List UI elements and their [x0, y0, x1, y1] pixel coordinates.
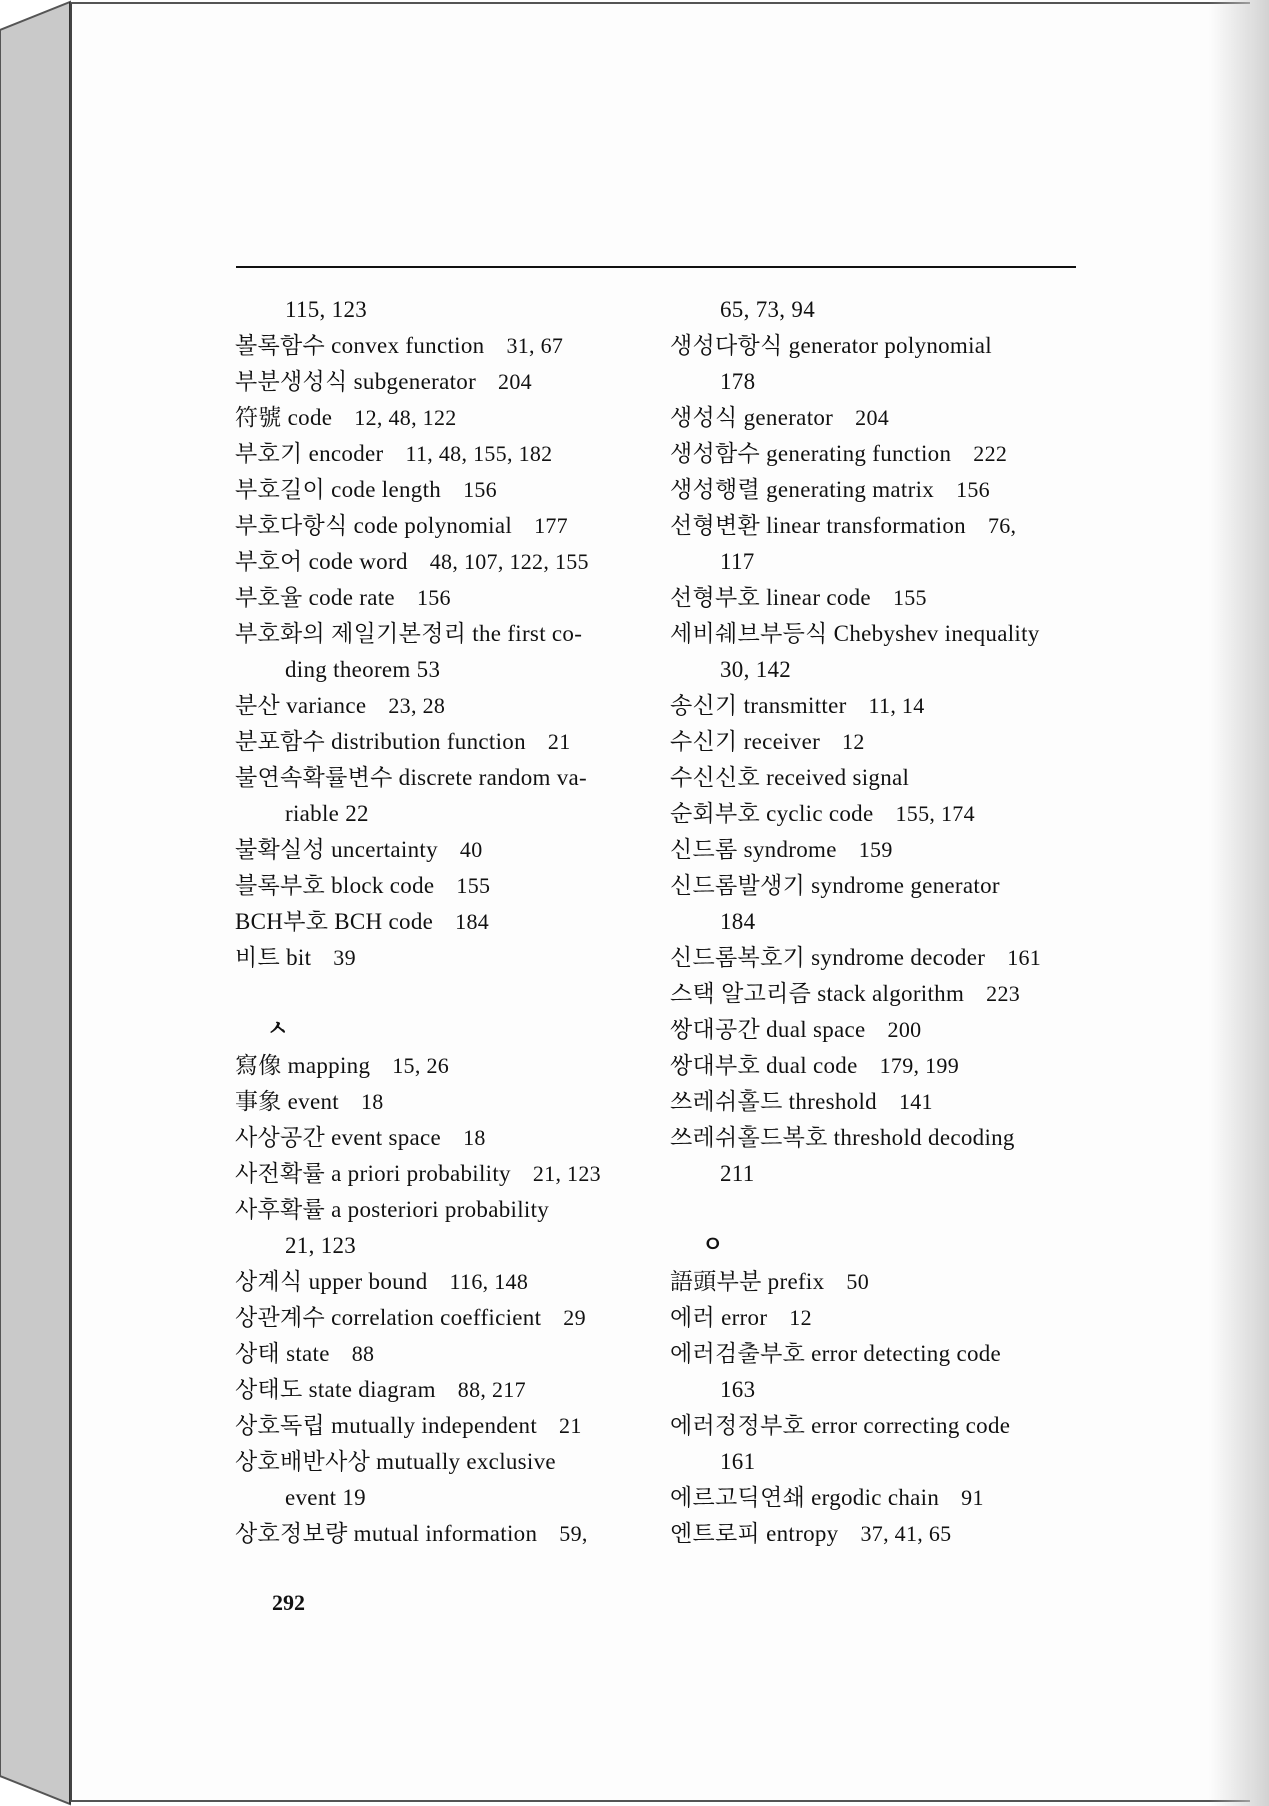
index-entry	[670, 580, 1110, 616]
index-page-refs: 223	[986, 981, 1021, 1006]
index-entry	[670, 616, 1110, 652]
index-entry	[670, 1120, 1110, 1156]
index-entry-continuation: 161	[720, 1449, 756, 1474]
index-entry	[670, 868, 1110, 904]
index-entry	[235, 940, 675, 976]
index-entry-continuation: event 19	[285, 1485, 366, 1510]
index-term: 쌍대부호 dual code	[670, 1053, 858, 1078]
index-entry-continuation: 30, 142	[720, 657, 792, 682]
index-entry	[235, 544, 675, 580]
index-term: 事象 event	[235, 1089, 339, 1114]
index-page-refs: 21	[547, 729, 571, 754]
index-entry	[235, 1372, 675, 1408]
index-term: 상계식 upper bound	[235, 1269, 428, 1294]
index-page-refs: 31, 67	[506, 333, 564, 358]
index-term: 수신신호 received signal	[670, 765, 910, 790]
index-entry	[670, 688, 1110, 724]
index-term: 사후확률 a posteriori probability	[235, 1197, 550, 1222]
index-term: 엔트로피 entropy	[670, 1521, 839, 1546]
index-term: 선형변환 linear transformation	[670, 513, 966, 538]
header-rule	[236, 266, 1076, 268]
index-page-refs: 155, 174	[895, 801, 975, 826]
index-page-refs: 159	[858, 837, 893, 862]
index-term: 스택 알고리즘 stack algorithm	[670, 981, 965, 1006]
index-page-refs: 161	[1007, 945, 1042, 970]
index-page-refs: 11, 48, 155, 182	[405, 441, 553, 466]
index-term: 송신기 transmitter	[670, 693, 847, 718]
index-term: 상태 state	[235, 1341, 330, 1366]
index-term: 비트 bit	[235, 945, 312, 970]
index-term: 블록부호 block code	[235, 873, 435, 898]
index-page-refs: 48, 107, 122, 155	[429, 549, 589, 574]
index-entry	[235, 1048, 675, 1084]
index-entry	[235, 436, 675, 472]
index-term: 상호배반사상 mutually exclusive	[235, 1449, 556, 1474]
index-entry	[670, 724, 1110, 760]
index-entry-continuation: riable 22	[285, 801, 369, 826]
index-term: 에르고딕연쇄 ergodic chain	[670, 1485, 940, 1510]
index-entry-continuation: 115, 123	[285, 297, 368, 322]
index-entry	[670, 832, 1110, 868]
index-term: 에러검출부호 error detecting code	[670, 1341, 1002, 1366]
index-entry-continuation: 65, 73, 94	[720, 297, 815, 322]
index-page-refs: 37, 41, 65	[860, 1521, 952, 1546]
index-entry	[235, 724, 675, 760]
index-entry	[670, 1300, 1110, 1336]
index-page-refs: 200	[887, 1017, 922, 1042]
index-entry	[670, 1048, 1110, 1084]
index-entry	[670, 796, 1110, 832]
index-entry	[235, 1084, 675, 1120]
index-page-refs: 184	[455, 909, 490, 934]
index-page-refs: 21, 123	[532, 1161, 601, 1186]
index-entry	[670, 1084, 1110, 1120]
index-term: 符號 code	[235, 405, 333, 430]
index-entry	[235, 580, 675, 616]
index-page-refs: 141	[898, 1089, 933, 1114]
index-page-refs: 222	[973, 441, 1008, 466]
index-term: 부호어 code word	[235, 549, 408, 574]
index-page-refs: 18	[360, 1089, 384, 1114]
index-page-refs: 18	[463, 1125, 486, 1150]
index-term: 불연속확률변수 discrete random va-	[235, 765, 588, 790]
index-term: 寫像 mapping	[235, 1053, 371, 1078]
index-entry	[670, 508, 1110, 544]
index-page-refs: 50	[846, 1269, 870, 1294]
index-term: 선형부호 linear code	[670, 585, 871, 610]
index-term: 에러 error	[670, 1305, 768, 1330]
index-page-refs: 59,	[559, 1521, 588, 1546]
index-term: 신드롬 syndrome	[670, 837, 837, 862]
index-page-refs: 156	[463, 477, 497, 502]
index-page-refs: 155	[892, 585, 927, 610]
book-side-edge	[0, 0, 72, 1806]
index-entry	[235, 688, 675, 724]
index-term: 에러정정부호 error correcting code	[670, 1413, 1011, 1438]
index-entry	[235, 760, 675, 796]
index-entry	[235, 1444, 675, 1480]
index-entry-continuation: 163	[720, 1377, 756, 1402]
index-entry	[235, 904, 675, 940]
index-entry	[670, 328, 1110, 364]
index-entry	[235, 832, 675, 868]
index-entry	[235, 400, 675, 436]
index-term: 생성행렬 generating matrix	[670, 477, 935, 502]
index-entry	[670, 1408, 1110, 1444]
index-term: 부호다항식 code polynomial	[235, 513, 513, 538]
index-term: 불확실성 uncertainty	[235, 837, 438, 862]
index-entry	[235, 1156, 675, 1192]
index-page-refs: 204	[855, 405, 890, 430]
index-term: 語頭부분 prefix	[670, 1269, 825, 1294]
index-term: 상태도 state diagram	[235, 1377, 436, 1402]
index-term: 볼록함수 convex function	[235, 333, 485, 358]
index-term: BCH부호 BCH code	[235, 909, 434, 934]
index-page-refs: 12	[789, 1305, 812, 1330]
index-entry	[235, 868, 675, 904]
index-page-refs: 156	[416, 585, 451, 610]
index-term: 분산 variance	[235, 693, 367, 718]
page-number: 292	[272, 1590, 305, 1615]
index-entry	[235, 1120, 675, 1156]
index-page-refs: 29	[563, 1305, 586, 1330]
index-entry	[235, 1516, 675, 1552]
index-entry-continuation: 117	[720, 549, 755, 574]
index-term: 사상공간 event space	[235, 1125, 442, 1150]
index-term: 생성다항식 generator polynomial	[670, 333, 992, 358]
index-entry	[235, 328, 675, 364]
index-entry-continuation: 184	[720, 909, 756, 934]
index-term: 쓰레쉬홀드복호 threshold decoding	[670, 1125, 1015, 1150]
index-entry	[235, 1300, 675, 1336]
index-page-refs: 88	[351, 1341, 375, 1366]
section-heading: ㅇ	[702, 1233, 724, 1258]
index-page-refs: 179, 199	[879, 1053, 959, 1078]
index-page-refs: 15, 26	[392, 1053, 450, 1078]
index-entry	[235, 1264, 675, 1300]
index-page-refs: 204	[498, 369, 532, 394]
index-entry	[670, 940, 1110, 976]
index-term: 생성식 generator	[670, 405, 834, 430]
index-page-refs: 23, 28	[388, 693, 446, 718]
index-entry-continuation: 178	[720, 369, 756, 394]
index-term: 상호독립 mutually independent	[235, 1413, 538, 1438]
section-spacer	[235, 976, 675, 1012]
index-entry	[670, 1012, 1110, 1048]
index-page-refs: 39	[333, 945, 356, 970]
index-term: 순회부호 cyclic code	[670, 801, 874, 826]
index-term: 생성함수 generating function	[670, 441, 952, 466]
index-page-refs: 155	[456, 873, 491, 898]
index-entry	[670, 472, 1110, 508]
index-entry	[235, 508, 675, 544]
index-page-refs: 177	[534, 513, 568, 538]
index-column-right	[670, 292, 1110, 1552]
page-shadow	[1209, 0, 1269, 1806]
index-entry	[670, 1480, 1110, 1516]
index-term: 사전확률 a priori probability	[235, 1161, 511, 1186]
index-page-refs: 156	[956, 477, 990, 502]
index-page-refs: 116, 148	[449, 1269, 529, 1294]
index-term: 부호율 code rate	[235, 585, 395, 610]
index-entry-continuation: 21, 123	[285, 1233, 357, 1258]
index-term: 쓰레쉬홀드 threshold	[670, 1089, 877, 1114]
index-entry	[670, 760, 1110, 796]
index-page-refs: 11, 14	[868, 693, 925, 718]
index-entry-continuation: 211	[720, 1161, 755, 1186]
index-term: 상관계수 correlation coefficient	[235, 1305, 542, 1330]
index-page-refs: 91	[961, 1485, 984, 1510]
index-term: 부분생성식 subgenerator	[235, 369, 477, 394]
index-entry	[235, 1408, 675, 1444]
index-term: 신드롬복호기 syndrome decoder	[670, 945, 986, 970]
index-term: 쌍대공간 dual space	[670, 1017, 866, 1042]
index-column-left	[235, 292, 675, 1552]
index-page-refs: 12, 48, 122	[354, 405, 457, 430]
index-term: 부호길이 code length	[235, 477, 442, 502]
section-heading: ㅅ	[267, 1017, 289, 1042]
index-term: 부호기 encoder	[235, 441, 384, 466]
index-term: 부호화의 제일기본정리 the first co-	[235, 621, 583, 646]
index-entry	[670, 436, 1110, 472]
index-page-refs: 40	[459, 837, 483, 862]
index-entry	[235, 1336, 675, 1372]
index-entry	[235, 472, 675, 508]
index-page-refs: 21	[559, 1413, 582, 1438]
index-entry	[235, 1192, 675, 1228]
index-entry	[235, 616, 675, 652]
index-entry	[670, 1264, 1110, 1300]
index-term: 신드롬발생기 syndrome generator	[670, 873, 1000, 898]
index-entry	[235, 364, 675, 400]
index-entry	[670, 400, 1110, 436]
index-term: 상호정보량 mutual information	[235, 1521, 538, 1546]
index-entry	[670, 976, 1110, 1012]
index-term: 수신기 receiver	[670, 729, 821, 754]
index-term: 분포함수 distribution function	[235, 729, 526, 754]
index-entry	[670, 1516, 1110, 1552]
index-entry	[670, 1336, 1110, 1372]
section-spacer	[670, 1192, 1110, 1228]
index-entry-continuation: ding theorem 53	[285, 657, 441, 682]
index-page-refs: 88, 217	[457, 1377, 526, 1402]
index-page-refs: 12	[842, 729, 865, 754]
index-term: 세비쉐브부등식 Chebyshev inequality	[670, 621, 1040, 646]
index-page-refs: 76,	[987, 513, 1017, 538]
